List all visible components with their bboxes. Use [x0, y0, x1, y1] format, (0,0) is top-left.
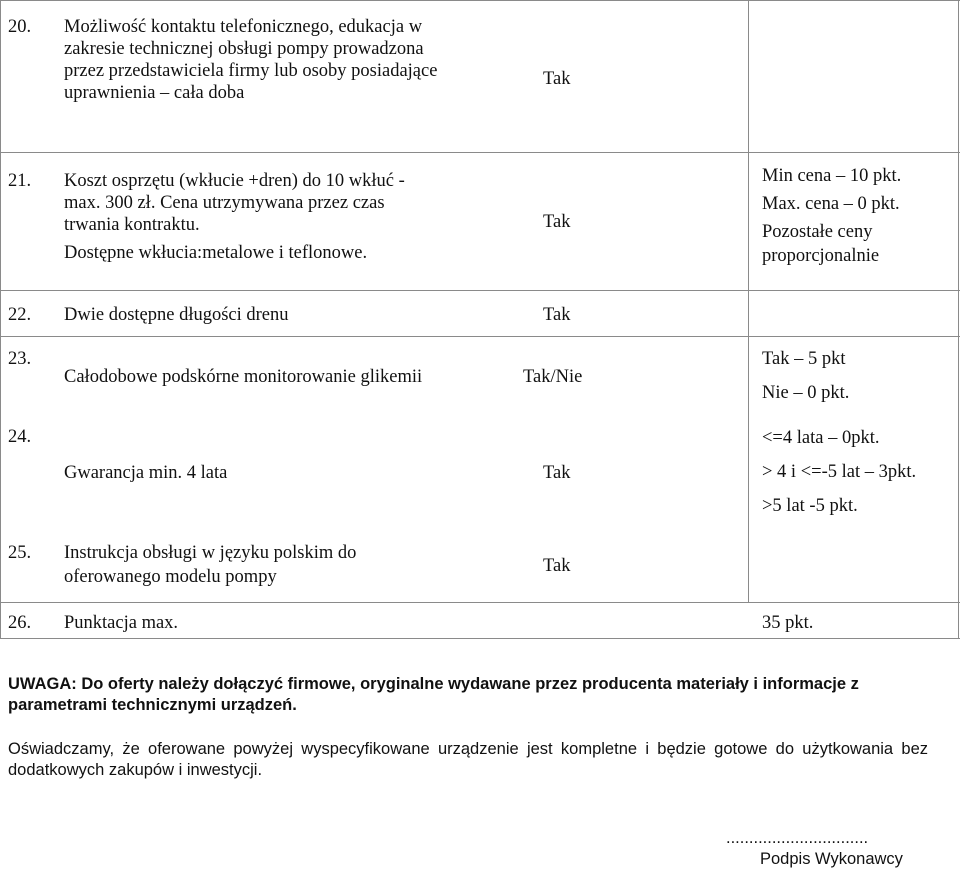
row-requirement: Tak/Nie: [523, 367, 583, 387]
table-border-bottom: [0, 638, 960, 639]
row-requirement: Tak: [543, 556, 571, 576]
row-description: Punktacja max.: [64, 613, 179, 633]
column-divider: [748, 0, 749, 603]
row-description: Koszt osprzętu (wkłucie +dren) do 10 wkłuć - max. 300 zł. Cena utrzymywana przez czas trwania kontraktu. Dostępne wkłucia:metalowe i teflonowe.: [64, 171, 405, 263]
row-number: 26.: [8, 613, 32, 633]
row-requirement: Tak: [543, 212, 571, 232]
row-requirement: Tak: [543, 69, 571, 89]
row-number: 20.: [8, 17, 32, 37]
row-requirement: Tak: [543, 463, 571, 483]
row-description: Dwie dostępne długości drenu: [64, 305, 289, 325]
declaration-text: Oświadczamy, że oferowane powyżej wyspecyfikowane urządzenie jest kompletne i będzie gotowe do użytkowania bez dodatkowych zakupów i inwestycji.: [8, 740, 928, 779]
notice-text: UWAGA: Do oferty należy dołączyć firmowe, oryginalne wydawane przez producenta materiały i informacje z parametrami technicznymi urządzeń.: [8, 675, 859, 714]
row-divider: [0, 152, 960, 153]
row-number: 22.: [8, 305, 32, 325]
row-number: 21.: [8, 171, 32, 191]
row-scoring: Tak – 5 pkt Nie – 0 pkt.: [762, 349, 850, 403]
signature-label: Podpis Wykonawcy: [760, 850, 903, 868]
row-scoring: Min cena – 10 pkt. Max. cena – 0 pkt. Pozostałe ceny proporcjonalnie: [762, 166, 902, 266]
row-number: 24.: [8, 427, 32, 447]
row-divider: [0, 290, 960, 291]
max-score: 35 pkt.: [762, 613, 814, 633]
row-requirement: Tak: [543, 305, 571, 325]
row-description: Gwarancja min. 4 lata: [64, 463, 228, 483]
row-description: Możliwość kontaktu telefonicznego, edukacja w zakresie technicznej obsługi pompy prowadzona przez przedstawiciela firmy lub osoby posiadające uprawnienia – cała doba: [64, 17, 438, 103]
row-number: 23.: [8, 349, 32, 369]
row-divider: [0, 336, 960, 337]
row-number: 25.: [8, 543, 32, 563]
row-scoring: <=4 lata – 0pkt. > 4 i <=-5 lat – 3pkt. >5 lat -5 pkt.: [762, 428, 917, 516]
table-border-top: [0, 0, 960, 1]
row-divider: [0, 602, 960, 603]
table-border-right: [958, 0, 959, 639]
row-description: Instrukcja obsługi w języku polskim do oferowanego modelu pompy: [64, 543, 357, 587]
row-description: Całodobowe podskórne monitorowanie glikemii: [64, 367, 423, 387]
table-border-left: [0, 0, 1, 639]
signature-dots: ...............................: [726, 829, 869, 847]
